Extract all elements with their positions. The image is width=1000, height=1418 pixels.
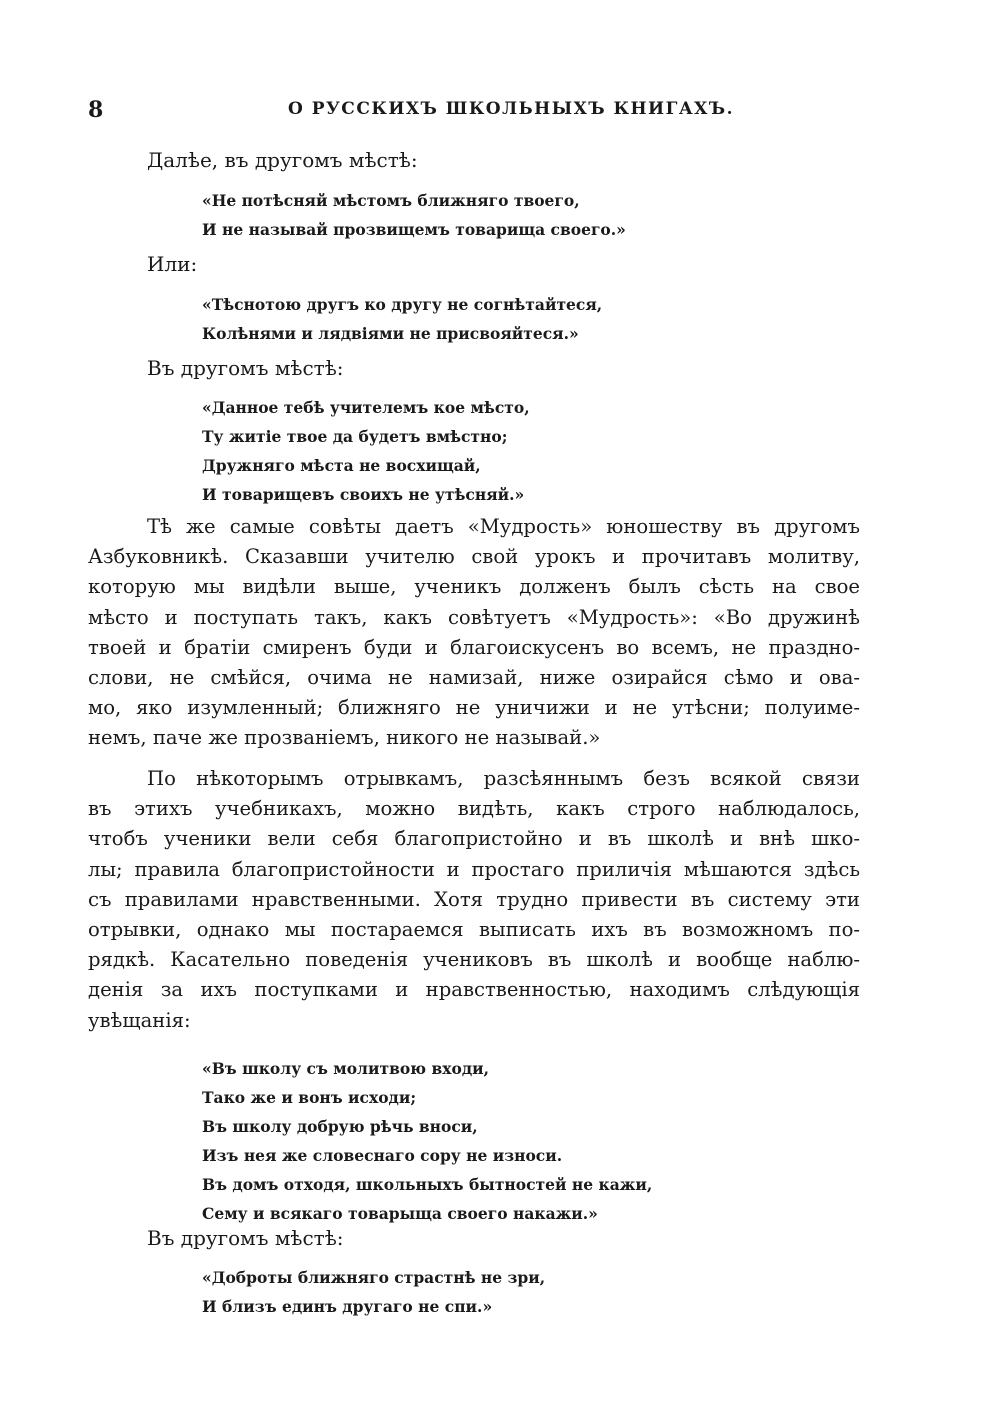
paragraph-line: немъ, паче же прозваніемъ, никого не называй.» bbox=[88, 726, 601, 750]
verse-line: Колѣнями и лядвіями не присвояйтеся.» bbox=[202, 324, 579, 343]
intro-line-2: Или: bbox=[147, 252, 198, 276]
paragraph-line: твоей и братіи смиренъ буди и благоискусенъ во всемъ, не праздно- bbox=[88, 635, 860, 659]
verse-line: И не называй прозвищемъ товарища своего.» bbox=[202, 220, 626, 239]
paragraph-line: увѣщанія: bbox=[88, 1008, 191, 1032]
verse-line: Ту житіе твое да будетъ вмѣстно; bbox=[202, 427, 508, 446]
verse-block-1 bbox=[202, 186, 626, 244]
paragraph-line: По нѣкоторымъ отрывкамъ, разсѣяннымъ безъ всякой связи bbox=[147, 767, 860, 790]
verse-line: Изъ нея же словеснаго сору не износи. bbox=[202, 1146, 563, 1165]
verse-line: Въ домъ отходя, школьныхъ бытностей не кажи, bbox=[202, 1175, 653, 1194]
paragraph-line: Тѣ же самые совѣты даетъ «Мудрость» юношеству въ другомъ bbox=[147, 515, 860, 538]
running-title: О РУССКИХЪ ШКОЛЬНЫХЪ КНИГАХЪ. bbox=[288, 99, 735, 119]
paragraph-line: мѣсто и поступать такъ, какъ совѣтуетъ «Мудрость»: «Во дружинѣ bbox=[88, 605, 860, 629]
paragraph-line: денія за ихъ поступками и нравственностью, находимъ слѣдующія bbox=[88, 978, 860, 1002]
verse-line: «Данное тебѣ учителемъ кое мѣсто, bbox=[202, 398, 530, 417]
verse-line: «Въ школу съ молитвою входи, bbox=[202, 1059, 490, 1078]
verse-line: И близъ единъ другаго не спи.» bbox=[202, 1297, 493, 1316]
paragraph-line: рядкѣ. Касательно поведенія учениковъ въ школѣ и вообще наблю- bbox=[88, 948, 860, 972]
paragraph-2 bbox=[88, 764, 860, 1036]
paragraph-line: слови, не смѣйся, очима не намизай, ниже озирайся сѣмо и ова- bbox=[88, 666, 860, 690]
verse-line: Тако же и вонъ исходи; bbox=[202, 1088, 417, 1107]
verse-block-3 bbox=[202, 393, 530, 509]
verse-line: И товарищевъ своихъ не утѣсняй.» bbox=[202, 485, 525, 504]
paragraph-line: съ правилами нравственными. Хотя трудно привести въ систему эти bbox=[88, 887, 860, 911]
paragraph-line: чтобъ ученики вели себя благопристойно и въ школѣ и внѣ шко- bbox=[88, 827, 860, 851]
verse-line: «Тѣснотою другъ ко другу не согнѣтайтеся, bbox=[202, 295, 603, 314]
paragraph-line: которую мы видѣли выше, ученикъ долженъ былъ сѣсть на свое bbox=[88, 575, 860, 599]
paragraph-line: мо, яко изумленный; ближняго не уничижи и не утѣсни; полуиме- bbox=[88, 696, 860, 720]
intro-line-3: Въ другомъ мѣстѣ: bbox=[147, 356, 344, 380]
intro-line-4: Въ другомъ мѣстѣ: bbox=[147, 1226, 344, 1250]
verse-block-4 bbox=[202, 1054, 652, 1228]
verse-line: «Не потѣсняй мѣстомъ ближняго твоего, bbox=[202, 191, 580, 210]
paragraph-1 bbox=[88, 512, 860, 754]
verse-line: Сему и всякаго товарыща своего накажи.» bbox=[202, 1204, 598, 1223]
paragraph-line: отрывки, однако мы постараемся выписать ихъ въ возможномъ по- bbox=[88, 918, 860, 942]
paragraph-line: лы; правила благопристойности и простаго приличія мѣшаются здѣсь bbox=[88, 857, 860, 881]
verse-block-5 bbox=[202, 1263, 545, 1321]
paragraph-line: въ этихъ учебникахъ, можно видѣть, какъ строго наблюдалось, bbox=[88, 797, 860, 821]
intro-line-1: Далѣе, въ другомъ мѣстѣ: bbox=[147, 148, 418, 172]
verse-line: «Доброты ближняго страстнѣ не зри, bbox=[202, 1268, 546, 1287]
verse-line: Въ школу добрую рѣчь вноси, bbox=[202, 1117, 478, 1136]
verse-block-2 bbox=[202, 290, 602, 348]
paragraph-line: Азбуковникѣ. Сказавши учителю свой урокъ и прочитавъ молитву, bbox=[88, 545, 860, 569]
page-number: 8 bbox=[88, 97, 104, 123]
page-header bbox=[88, 97, 908, 129]
verse-line: Дружняго мѣста не восхищай, bbox=[202, 456, 481, 475]
